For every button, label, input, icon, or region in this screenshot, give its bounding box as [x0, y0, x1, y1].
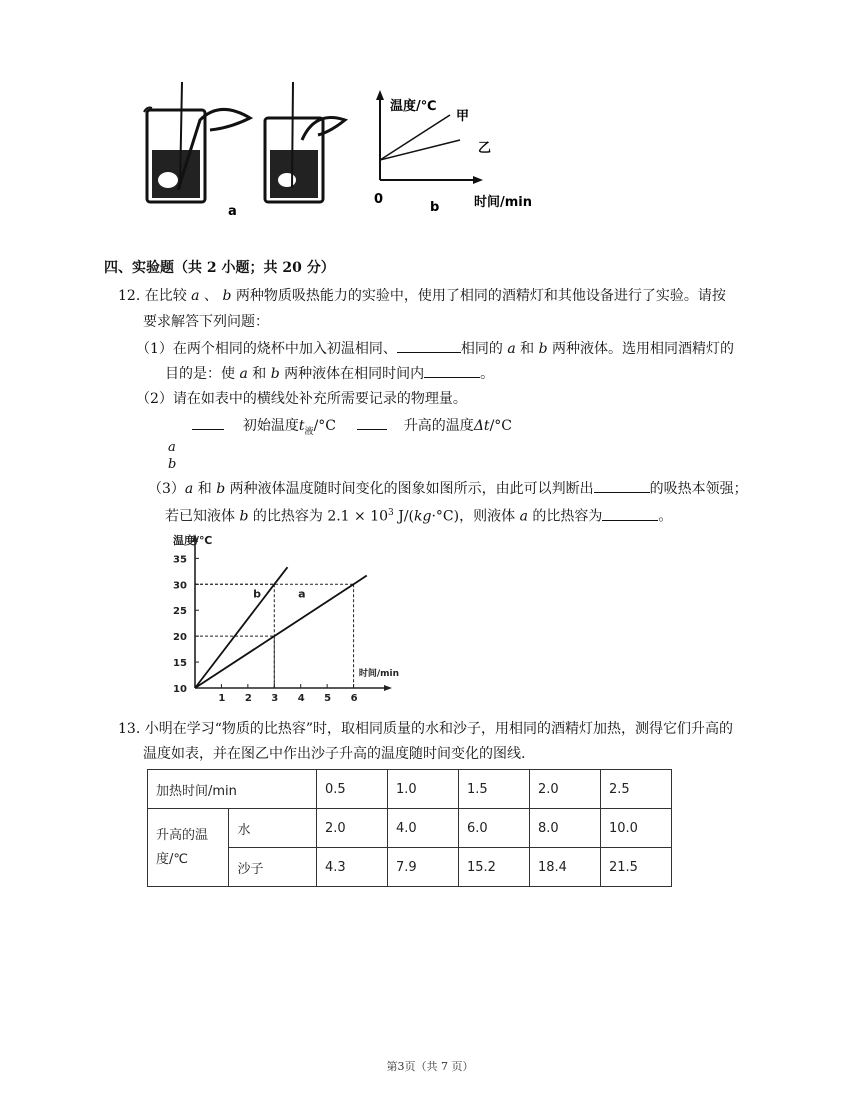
answer-blank-1[interactable]	[397, 338, 461, 353]
y-tick-label: 35	[173, 554, 187, 566]
graph-b-label: b	[430, 200, 440, 215]
time-cell: 2.5	[601, 770, 672, 809]
q12-part1: （1）在两个相同的烧杯中加入初温相同、 相同的 a 和 b 两种液体。选用相同酒精灯的	[136, 338, 734, 359]
table-row	[148, 770, 672, 809]
q12-table-row-a: a	[168, 440, 176, 455]
y-tick-label: 15	[173, 658, 187, 670]
series-label-a: a	[298, 587, 306, 601]
series-line-a	[195, 575, 367, 688]
q12-part3-line2: 若已知液体 b 的比热容为 $2.1 \times 10^3$ J/(kg·°C)，则液体 a 的比热容为 。	[165, 503, 672, 527]
time-cell: 2.0	[530, 770, 601, 809]
row-label-water: 水	[229, 809, 317, 848]
line-jia-label: 甲	[456, 109, 470, 124]
y-tick-label: 20	[173, 632, 187, 644]
answer-blank-4[interactable]	[602, 506, 658, 521]
x-tick-label: 6	[350, 693, 358, 704]
y-tick-label: 25	[173, 606, 187, 618]
table-row	[148, 809, 672, 848]
value-cell: 2.0	[317, 809, 388, 848]
chart-y-label: 温度/℃	[173, 534, 213, 547]
graph-x-label: 时间/min	[474, 195, 533, 210]
beaker-a-icon	[144, 82, 250, 202]
section-title: 四、实验题（共 2 小题；共 20 分）	[104, 260, 335, 276]
answer-blank-3[interactable]	[594, 478, 650, 493]
value-cell: 15.2	[459, 848, 530, 887]
table-blank-2[interactable]	[357, 415, 387, 430]
q13-line1: 13. 小明在学习“物质的比热容”时，取相同质量的水和沙子，用相同的酒精灯加热，测得它们升高的	[118, 721, 734, 737]
row-label-sand: 沙子	[229, 848, 317, 887]
temperature-time-chart	[165, 530, 405, 710]
q12-table-header: 初始温度$t_液/^\circ C$ 升高的温度Δt/°C	[192, 415, 512, 442]
answer-blank-2[interactable]	[424, 363, 480, 378]
heating-data-table	[147, 769, 672, 887]
series-line-b	[195, 567, 288, 688]
graph-origin-label: 0	[374, 192, 384, 207]
header-time-label: 加热时间/min	[148, 770, 317, 809]
value-cell: 4.0	[388, 809, 459, 848]
series-label-b: b	[253, 587, 262, 601]
time-cell: 0.5	[317, 770, 388, 809]
value-cell: 6.0	[459, 809, 530, 848]
value-cell: 10.0	[601, 809, 672, 848]
q13-line2: 温度如表，并在图乙中作出沙子升高的温度随时间变化的图线.	[143, 746, 526, 762]
x-axis-arrow	[384, 685, 392, 691]
value-cell: 21.5	[601, 848, 672, 887]
page-footer: 第3页（共 7 页）	[386, 1060, 474, 1073]
beaker-figure	[140, 80, 560, 220]
x-tick-label: 3	[271, 693, 279, 704]
line-yi-label: 乙	[478, 141, 492, 156]
q12-part1-line2: 目的是：使 a 和 b 两种液体在相同时间内 。	[165, 363, 494, 384]
value-cell: 7.9	[388, 848, 459, 887]
value-cell: 4.3	[317, 848, 388, 887]
group-label: 升高的温 度/℃	[148, 809, 229, 887]
x-tick-label: 4	[297, 693, 305, 704]
q12-table-row-b: b	[168, 457, 177, 472]
x-tick-label: 5	[324, 693, 332, 704]
y-tick-label: 10	[173, 684, 187, 695]
graph-y-label: 温度/℃	[390, 99, 437, 114]
x-tick-label: 2	[244, 693, 252, 704]
chart-x-label: 时间/min	[358, 669, 400, 679]
value-cell: 8.0	[530, 809, 601, 848]
value-cell: 18.4	[530, 848, 601, 887]
beaker-a-label: a	[228, 204, 237, 219]
y-tick-label: 30	[173, 580, 187, 592]
q12-line1: 12. 在比较 a 、 b 两种物质吸热能力的实验中，使用了相同的酒精灯和其他设备进行了实验。请按	[118, 288, 726, 304]
q12-line2: 要求解答下列问题：	[143, 314, 269, 330]
beaker-b-icon	[265, 82, 345, 202]
time-cell: 1.5	[459, 770, 530, 809]
time-cell: 1.0	[388, 770, 459, 809]
q12-part2: （2）请在如表中的横线处补充所需要记录的物理量。	[136, 391, 467, 407]
q12-part3: （3）a 和 b 两种液体温度随时间变化的图象如图所示，由此可以判断出 的吸热本领强；	[148, 478, 748, 499]
x-tick-label: 1	[218, 693, 226, 704]
table-blank-1[interactable]	[192, 415, 224, 430]
